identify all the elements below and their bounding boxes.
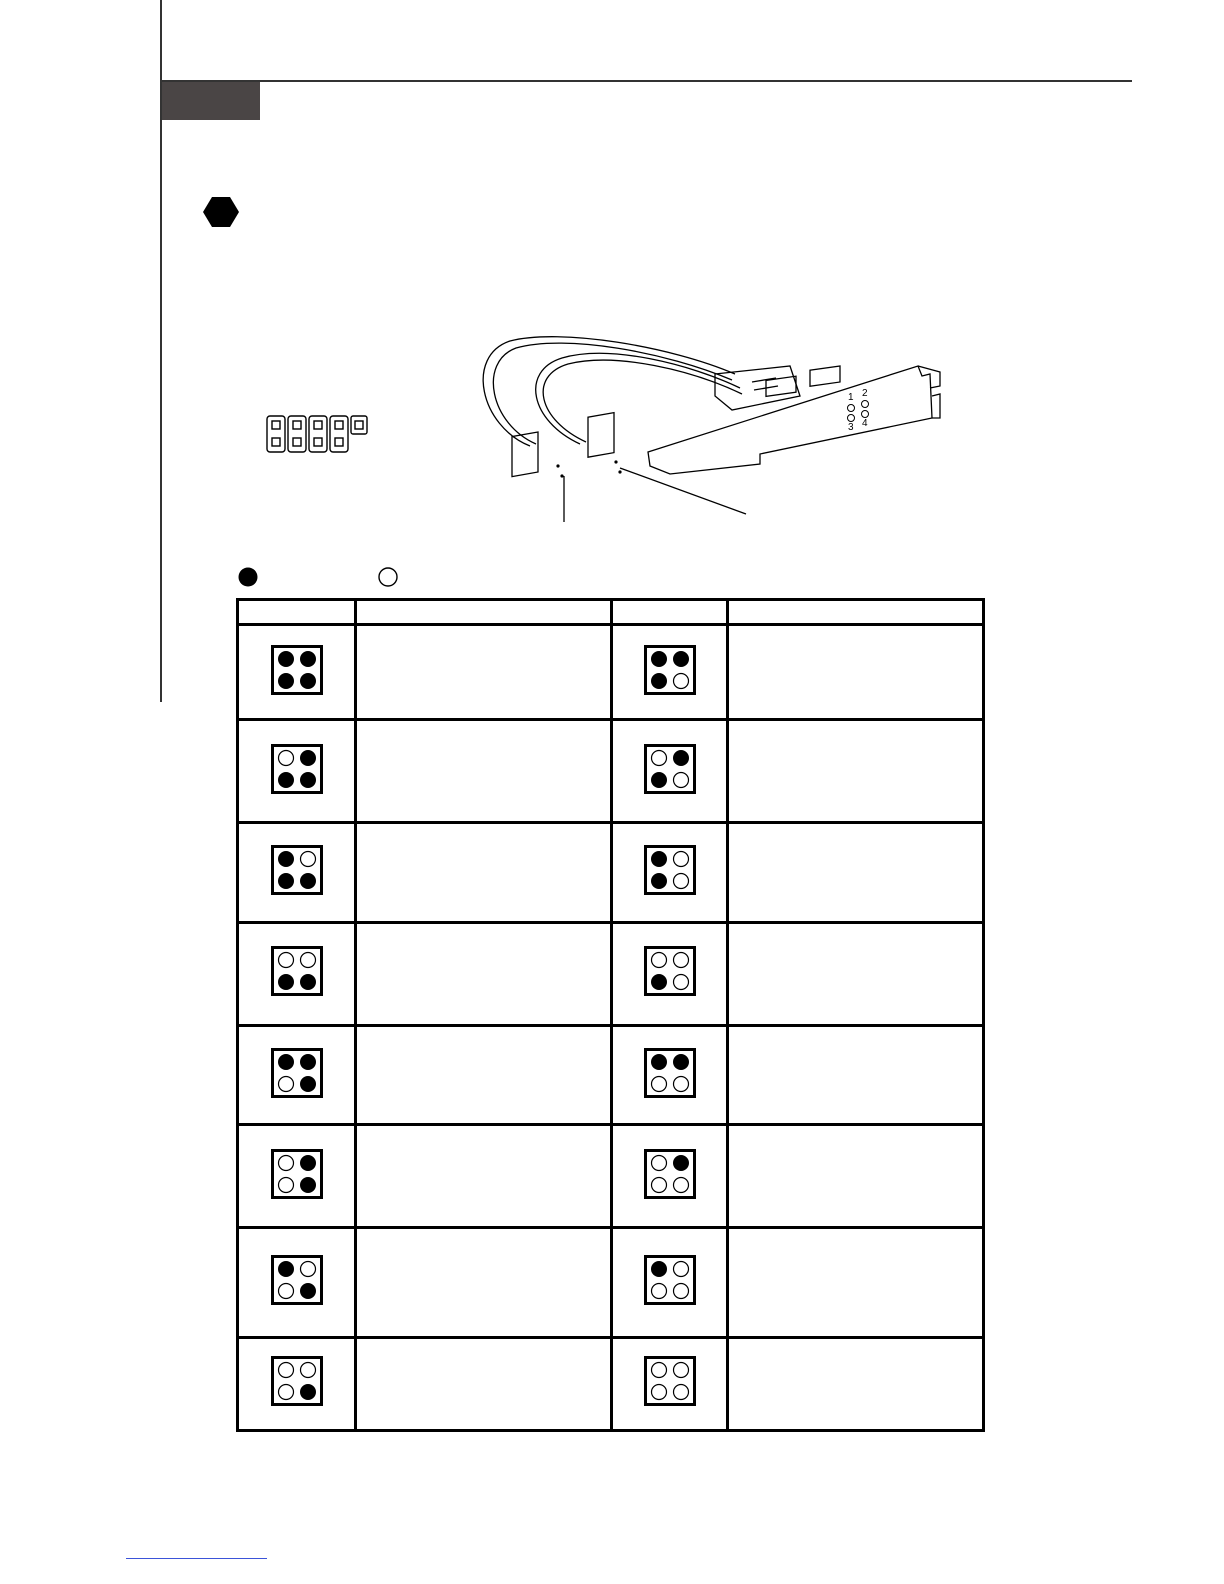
footer-rule bbox=[126, 1558, 267, 1559]
led-on-dot bbox=[651, 673, 667, 689]
description-cell bbox=[728, 720, 984, 823]
led-on-dot bbox=[300, 1384, 316, 1400]
table-row bbox=[238, 1125, 984, 1228]
led-off-dot bbox=[651, 1363, 666, 1378]
usb-bracket-illustration bbox=[470, 326, 950, 524]
led-on-dot bbox=[278, 673, 294, 689]
led-on-dot bbox=[300, 1283, 316, 1299]
table-row bbox=[238, 1228, 984, 1338]
pattern-cell-right bbox=[612, 720, 728, 823]
pattern-cell-left bbox=[238, 922, 356, 1025]
led-off-dot bbox=[673, 953, 688, 968]
led-pattern-icon bbox=[271, 1149, 323, 1199]
led-on-dot bbox=[300, 974, 316, 990]
led-on-dot bbox=[673, 1054, 689, 1070]
pattern-cell-right bbox=[612, 1337, 728, 1430]
led-on-dot bbox=[300, 1076, 316, 1092]
led-pattern-icon bbox=[271, 1255, 323, 1305]
led-off-dot bbox=[278, 1155, 293, 1170]
led-off-dot bbox=[300, 851, 315, 866]
description-cell bbox=[356, 1337, 612, 1430]
table-row bbox=[238, 1025, 984, 1124]
empty-circle-icon bbox=[379, 568, 397, 586]
pattern-cell-right bbox=[612, 922, 728, 1025]
led-on-dot bbox=[651, 651, 667, 667]
table-header-row bbox=[238, 600, 984, 625]
description-cell bbox=[356, 625, 612, 720]
led-on-dot bbox=[278, 873, 294, 889]
pattern-cell-left bbox=[238, 1337, 356, 1430]
led-on-dot bbox=[278, 651, 294, 667]
led-off-dot bbox=[673, 772, 688, 787]
led-off-dot bbox=[300, 1363, 315, 1378]
led-on-dot bbox=[278, 1054, 294, 1070]
led-on-dot bbox=[673, 1155, 689, 1171]
led-off-dot bbox=[673, 975, 688, 990]
led-pattern-icon bbox=[644, 1149, 696, 1199]
table-row bbox=[238, 823, 984, 922]
led-off-dot bbox=[673, 1363, 688, 1378]
description-cell bbox=[356, 1025, 612, 1124]
led-on-dot bbox=[300, 673, 316, 689]
header-cell bbox=[728, 600, 984, 625]
led-off-dot bbox=[278, 1284, 293, 1299]
led-off-dot bbox=[673, 1262, 688, 1277]
led-off-dot bbox=[651, 750, 666, 765]
led-off-dot bbox=[651, 1177, 666, 1192]
led-on-dot bbox=[278, 851, 294, 867]
led-pattern-icon bbox=[644, 645, 696, 695]
description-cell bbox=[356, 823, 612, 922]
led-off-dot bbox=[278, 1363, 293, 1378]
led-off-dot bbox=[651, 1076, 666, 1091]
description-cell bbox=[728, 1337, 984, 1430]
description-cell bbox=[728, 823, 984, 922]
pin-header-icon bbox=[266, 414, 370, 454]
legend bbox=[236, 566, 436, 588]
led-on-dot bbox=[278, 772, 294, 788]
led-on-dot bbox=[278, 974, 294, 990]
header-cell bbox=[612, 600, 728, 625]
header-cell bbox=[356, 600, 612, 625]
led-off-dot bbox=[651, 1155, 666, 1170]
led-on-dot bbox=[651, 1054, 667, 1070]
led-pattern-icon bbox=[271, 744, 323, 794]
led-on-dot bbox=[300, 1177, 316, 1193]
led-off-dot bbox=[278, 953, 293, 968]
led-off-dot bbox=[278, 1177, 293, 1192]
filled-circle-icon bbox=[239, 568, 258, 587]
led-off-dot bbox=[673, 673, 688, 688]
description-cell bbox=[728, 1228, 984, 1338]
led-pattern-icon bbox=[644, 744, 696, 794]
led-off-dot bbox=[278, 1076, 293, 1091]
led-off-dot bbox=[673, 1385, 688, 1400]
led-on-dot bbox=[651, 873, 667, 889]
header-rule bbox=[160, 80, 1132, 82]
led-on-dot bbox=[300, 1155, 316, 1171]
pattern-cell-right bbox=[612, 1125, 728, 1228]
led-label-1: 1 bbox=[848, 392, 854, 403]
led-off-dot bbox=[673, 1284, 688, 1299]
led-on-dot bbox=[651, 1261, 667, 1277]
led-label-3: 3 bbox=[848, 422, 854, 433]
description-cell bbox=[728, 625, 984, 720]
led-on-dot bbox=[300, 772, 316, 788]
led-off-dot bbox=[673, 1076, 688, 1091]
section-tab bbox=[162, 82, 260, 120]
led-off-dot bbox=[651, 1284, 666, 1299]
description-cell bbox=[356, 720, 612, 823]
table-row bbox=[238, 625, 984, 720]
led-on-dot bbox=[673, 651, 689, 667]
pattern-cell-left bbox=[238, 1025, 356, 1124]
led-pattern-icon bbox=[271, 946, 323, 996]
led-label-4: 4 bbox=[862, 418, 868, 429]
led-pattern-icon bbox=[644, 946, 696, 996]
pattern-cell-right bbox=[612, 1025, 728, 1124]
table-row bbox=[238, 922, 984, 1025]
hexagon-bullet-icon bbox=[202, 196, 240, 228]
led-on-dot bbox=[300, 750, 316, 766]
led-off-dot bbox=[300, 953, 315, 968]
led-on-dot bbox=[673, 750, 689, 766]
led-off-dot bbox=[651, 953, 666, 968]
description-cell bbox=[728, 922, 984, 1025]
pattern-cell-right bbox=[612, 823, 728, 922]
led-pattern-icon bbox=[644, 845, 696, 895]
led-pattern-icon bbox=[271, 845, 323, 895]
led-on-dot bbox=[651, 851, 667, 867]
led-label-2: 2 bbox=[862, 388, 868, 399]
led-pattern-icon bbox=[644, 1048, 696, 1098]
table-row bbox=[238, 720, 984, 823]
description-cell bbox=[356, 1125, 612, 1228]
led-pattern-icon bbox=[644, 1255, 696, 1305]
led-pattern-icon bbox=[271, 1356, 323, 1406]
description-cell bbox=[356, 922, 612, 1025]
led-on-dot bbox=[651, 974, 667, 990]
led-pattern-icon bbox=[271, 645, 323, 695]
led-off-dot bbox=[300, 1262, 315, 1277]
led-status-table bbox=[236, 598, 985, 1432]
led-off-dot bbox=[673, 873, 688, 888]
pattern-cell-left bbox=[238, 1228, 356, 1338]
led-pattern-icon bbox=[644, 1356, 696, 1406]
led-off-dot bbox=[673, 851, 688, 866]
led-off-dot bbox=[278, 750, 293, 765]
description-cell bbox=[356, 1228, 612, 1338]
led-off-dot bbox=[278, 1385, 293, 1400]
led-off-dot bbox=[651, 1385, 666, 1400]
pattern-cell-right bbox=[612, 1228, 728, 1338]
pattern-cell-left bbox=[238, 720, 356, 823]
pattern-cell-left bbox=[238, 823, 356, 922]
pattern-cell-right bbox=[612, 625, 728, 720]
description-cell bbox=[728, 1125, 984, 1228]
pattern-cell-left bbox=[238, 625, 356, 720]
header-cell bbox=[238, 600, 356, 625]
led-on-dot bbox=[651, 772, 667, 788]
led-pattern-icon bbox=[271, 1048, 323, 1098]
table-row bbox=[238, 1337, 984, 1430]
led-on-dot bbox=[300, 1054, 316, 1070]
led-off-dot bbox=[673, 1177, 688, 1192]
pattern-cell-left bbox=[238, 1125, 356, 1228]
led-on-dot bbox=[300, 651, 316, 667]
led-on-dot bbox=[300, 873, 316, 889]
description-cell bbox=[728, 1025, 984, 1124]
led-on-dot bbox=[278, 1261, 294, 1277]
